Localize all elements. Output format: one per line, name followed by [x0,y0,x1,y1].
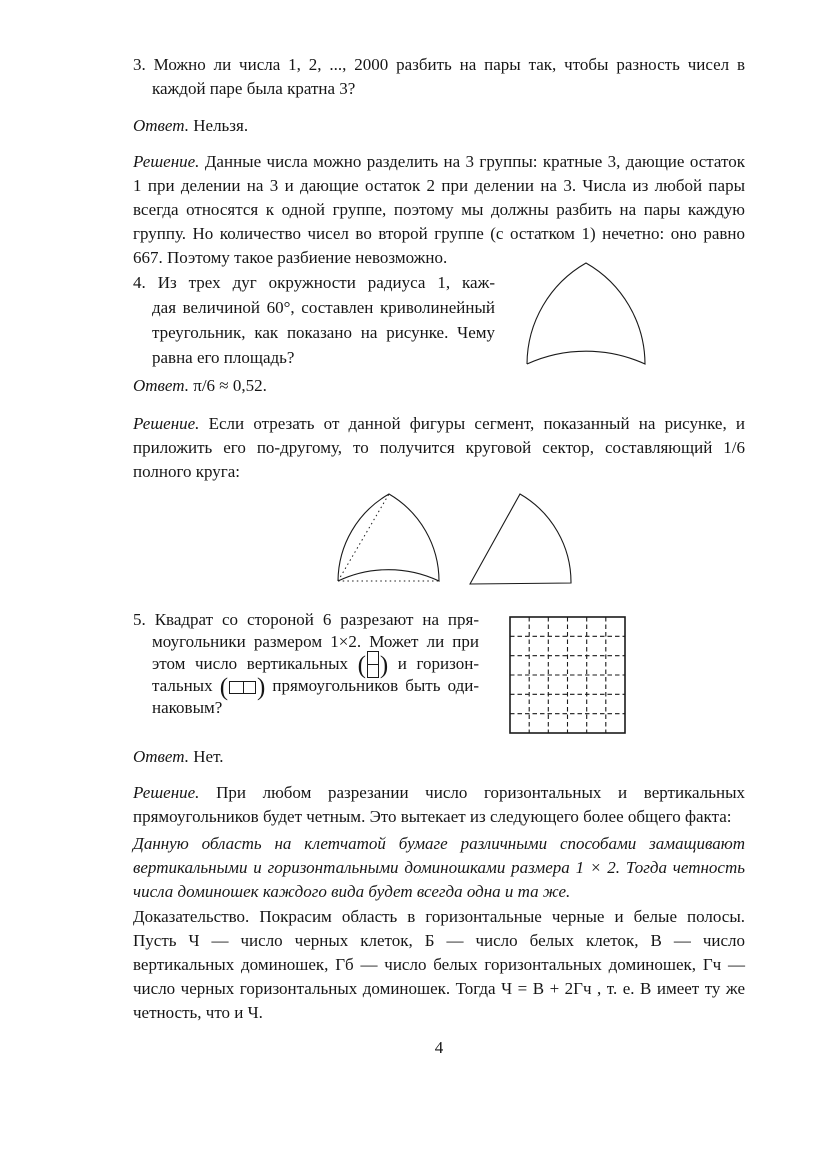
problem-3-number: 3. [133,55,146,74]
problem-5-question [133,609,479,719]
proof-text: Покрасим область в горизонтальные черные и белые полосы. Пусть Ч — число черных клеток, Б — число белых клеток, В — число вертикальных доминошек, Гб — число белых горизонтальных доминошек, Гч — число черных горизонтальных доминошек. Тогда Ч = В + 2Гч , т. е. В имеет ту же четность, что и Ч. [133,907,746,1022]
open-paren: ( [357,652,366,679]
answer-label: Ответ. [133,747,189,766]
circular-sector-figure [466,491,574,587]
problem-3-question [133,53,745,101]
problem-5-number: 5. [133,610,146,629]
problem-5-answer [133,745,745,769]
answer-text: Нельзя. [193,116,249,135]
problem-4-solution [133,412,745,484]
solution-text: Данные числа можно разделить на 3 группы: кратные 3, дающие остаток 1 при делении на 3 и дающие остаток 2 при делении на 3. Числа из любой пары всегда относятся к одной группе, поэтому мы должны разбить на пары каждую группу. Но количество чисел во второй группе (с остатком 1) нечетно: оно равно 667. Поэтому такое разбиение невозможно. [133,152,745,267]
question-line: равна его площадь? [152,348,295,367]
problem-3-question-text: Можно ли числа 1, 2, ..., 2000 разбить на пары так, чтобы разность чисел в каждой паре была кратна 3? [152,55,746,98]
solution-text: Если отрезать от данной фигуры сегмент, показанный на рисунке, и приложить его по-другому, то получится круговой сектор, составляющий 1/6 полного круга: [133,414,745,481]
solution-text: При любом разрезании число горизонтальных и вертикальных прямоугольников будет четным. Это вытекает из следующего более общего факта: [133,783,746,826]
open-paren: ( [219,674,229,701]
problem-5 [133,609,745,734]
problem-3-answer [133,114,745,138]
grid-6x6-figure [509,616,626,734]
answer-label: Ответ. [133,116,189,135]
answer-label: Ответ. [133,376,189,395]
problem-5-solution [133,781,745,829]
page-number: 4 [434,1038,444,1057]
answer-text: Нет. [193,747,224,766]
problem-3-solution [133,150,745,270]
solution-label: Решение. [133,783,200,802]
proof-paragraph [133,905,745,1025]
question-line: наковым? [152,698,223,717]
question-line-with-horizontal-domino: тальных ( ) прямоугольников быть оди- [152,674,479,701]
question-line: Квадрат со стороной 6 разрезают на пря- [154,610,480,629]
close-paren: ) [257,674,266,701]
horizontal-domino-icon [229,681,256,694]
proof-label: Доказательство. [133,907,250,926]
problem-4-question [133,270,495,370]
question-line: Из трех дуг окружности радиуса 1, каж- [157,273,495,292]
answer-text: π/6 ≈ 0,52. [193,376,267,395]
question-line: дая величиной 60°, составлен криволинейный [152,298,495,317]
domino-parity-fact: Данную область на клетчатой бумаге различными способами замащивают вертикальными и горизонтальными доминошками размера 1 × 2. Тогда четность числа доминошек каждого вида будет всегда одна и та же. [133,834,745,901]
curvilinear-triangle-figure [521,258,651,370]
problem-4-answer [133,374,745,398]
solution-label: Решение. [133,152,200,171]
problem-4 [133,270,745,370]
segment-cut-figure [334,491,442,585]
close-paren: ) [379,652,389,679]
problem-4-number: 4. [133,273,146,292]
solution-figures [133,491,745,587]
question-line-with-vertical-domino: этом число вертикальных ( ) и горизон- [152,652,480,679]
question-line: моугольники размером 1×2. Может ли при [152,632,479,651]
question-line: треугольник, как показано на рисунке. Чему [152,323,495,342]
solution-label: Решение. [133,414,200,433]
vertical-domino-icon [367,651,379,678]
